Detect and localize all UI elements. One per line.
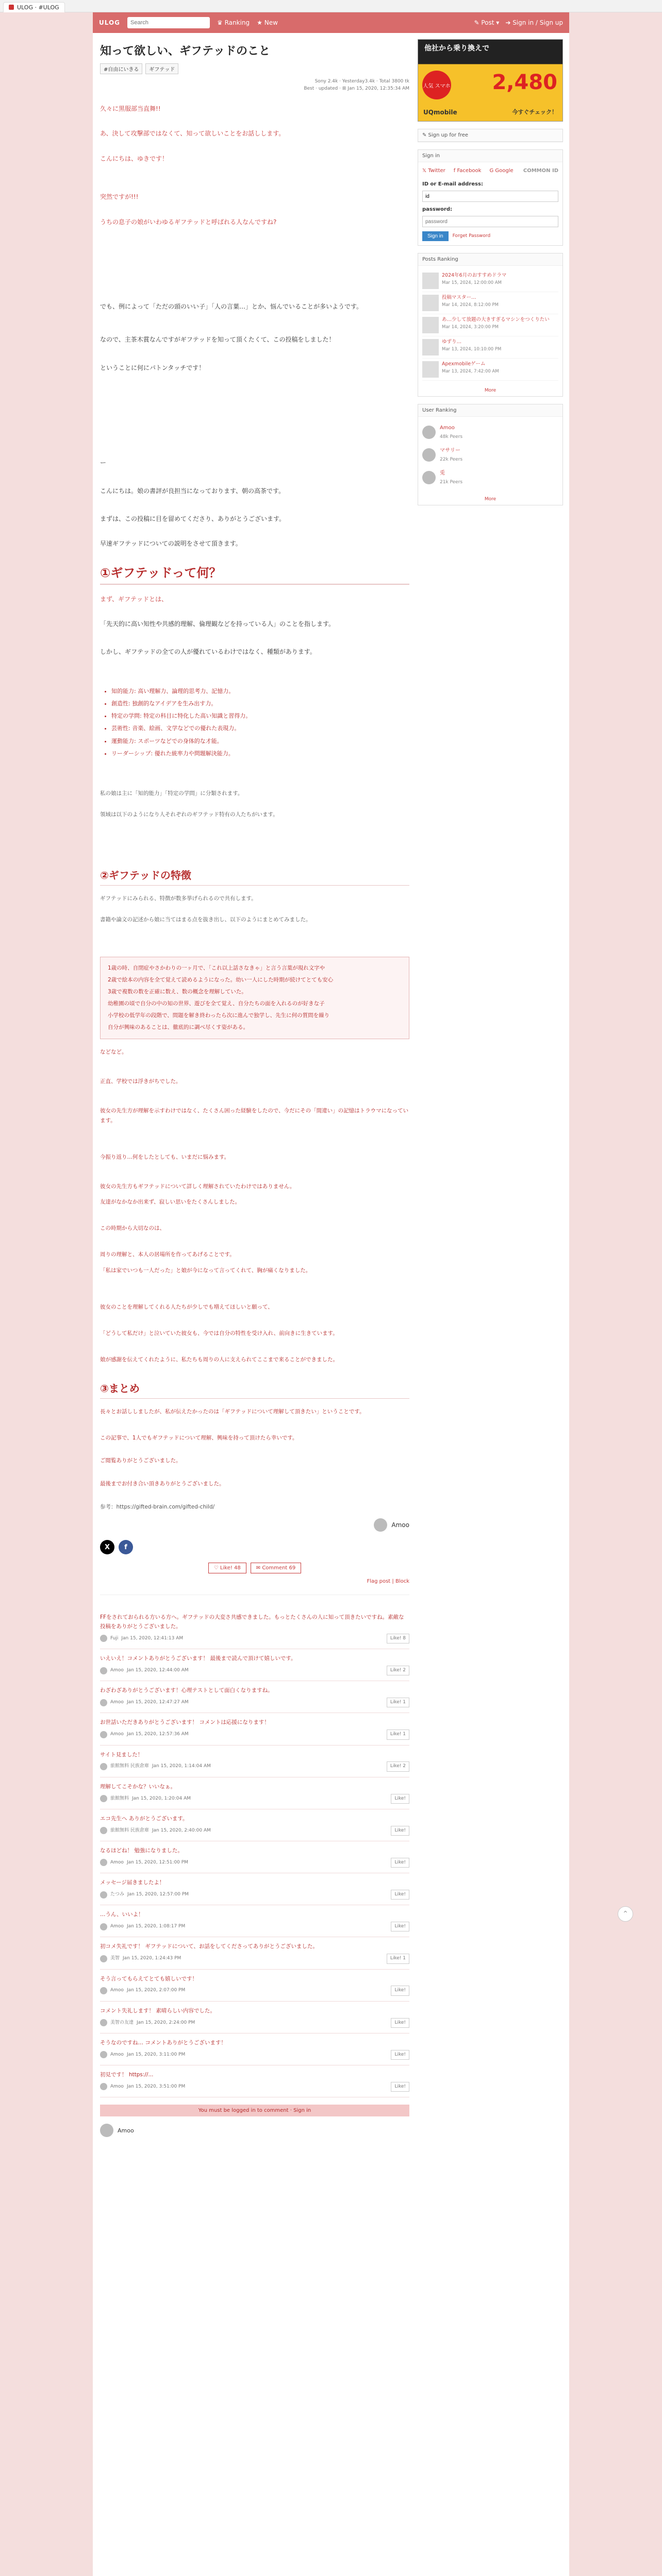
paragraph: 長々とお話ししましたが、私が伝えたかったのは「ギフテッドについて理解して頂きたい」ということです。 — [100, 1408, 365, 1415]
google-signin[interactable]: G Google — [489, 168, 514, 174]
comment-like-button[interactable]: Like! 8 — [387, 1634, 409, 1643]
paragraph: 最後までお付き合い頂きありがとうございました。 — [100, 1481, 225, 1487]
search-input[interactable] — [127, 17, 210, 28]
paragraph: 娘が感謝を伝えてくれたように、私たちも周りの人に支えられてここまで来ることができました。 — [100, 1356, 338, 1363]
comment-date: Jan 15, 2020, 2:24:00 PM — [137, 2020, 195, 2025]
post-thumbnail — [422, 317, 439, 333]
list-item: 3歳で複数の数を正確に数え、数の概念を理解していた。 — [108, 988, 247, 995]
comment-footer — [100, 1730, 409, 1739]
paragraph: 「どうして私だけ」と泣いていた彼女も、今では自分の特性を受け入れ、前向きに生きています。 — [100, 1330, 338, 1336]
ranking-post-item[interactable] — [422, 336, 558, 359]
comment-text: そうなのですね… コメントありがとうございます！ — [100, 2039, 226, 2046]
scroll-top-button[interactable]: ⌃ — [618, 1906, 633, 1922]
comment — [100, 1649, 409, 1681]
comment-footer — [100, 1986, 409, 1995]
ranking-post-item[interactable] — [422, 292, 558, 314]
comment-text: メッセージ届きましたよ！ — [100, 1879, 165, 1886]
avatar[interactable] — [374, 1518, 387, 1532]
posts-ranking-widget — [418, 253, 563, 397]
comment-date: Jan 15, 2020, 1:20:04 AM — [132, 1795, 191, 1801]
comment-date: Jan 15, 2020, 12:57:00 PM — [127, 1891, 189, 1897]
paragraph: 突然ですが!!! — [100, 193, 139, 201]
paragraph: 早速ギフテッドについての説明をさせて頂きます。 — [100, 540, 242, 548]
avatar[interactable] — [100, 2083, 107, 2090]
favicon-icon — [9, 5, 14, 10]
user-count: 22k Peers — [440, 457, 463, 463]
comment-footer — [100, 2050, 409, 2060]
comment-text: …うん、いいよ！ — [100, 1911, 144, 1918]
twitter-signin[interactable]: 𝕏 Twitter — [422, 168, 445, 174]
post-thumbnail — [422, 361, 439, 378]
comment-text: サイト見ました！ — [100, 1751, 143, 1758]
list-item: 自分が興味のあることは、徹底的に調べ尽くす姿がある。 — [108, 1024, 249, 1031]
comment-like-button[interactable]: Like! 2 — [387, 1666, 409, 1675]
password-field[interactable] — [422, 216, 558, 227]
comment-author[interactable]: Amoo — [110, 1988, 124, 1993]
paragraph: 彼女の先生方が理解を示すわけではなく、たくさん困った経験をしたので、今だにその「間違い」の記憶はトラウマになっています。 — [100, 1107, 409, 1124]
user-name: Amoo — [440, 425, 455, 431]
post-title: あ…少して放題の大きすぎるマシンをつくりたい — [442, 317, 550, 323]
ranking-user-item[interactable] — [422, 421, 558, 444]
author-name[interactable]: Amoo — [391, 1521, 409, 1529]
paragraph: なので、主茶木賞なんですがギフテッドを知って頂くたくて、この投稿をしました！ — [100, 336, 335, 344]
comment-author[interactable]: Fuji — [110, 1635, 119, 1641]
comment-date: Jan 15, 2020, 1:24:43 PM — [123, 1956, 181, 1961]
tag-list — [100, 63, 409, 74]
comment-text: いえいえ！コメントありがとうございます！ 最後まで読んで頂けて嬉しいです。 — [100, 1655, 296, 1662]
avatar[interactable] — [100, 1923, 107, 1930]
browser-tab[interactable]: ULOG · #ULOG — [3, 2, 65, 12]
list-item: 2歳で絵本の内容を全て覚えて読めるようになった。幼い一人にした時期が続けてとても安心 — [108, 976, 334, 983]
post-date: Mar 14, 2024, 8:12:00 PM — [442, 302, 499, 308]
ranking-post-item[interactable] — [422, 359, 558, 381]
comment-text: 初コメ失礼です！ ギフテッドについて、お話をしてくださってありがとうございました。 — [100, 1943, 318, 1950]
gifted-types-list — [111, 685, 409, 760]
ranking-post-item[interactable] — [422, 314, 558, 336]
comment-like-button[interactable]: Like! — [391, 1794, 409, 1804]
paragraph: ギフテッドにみられる、特徴が数多挙げられるので共有します。 — [100, 895, 257, 902]
id-field[interactable] — [422, 191, 558, 202]
paragraph: まずは、この投稿に目を留めてくださり、ありがとうございます。 — [100, 515, 286, 522]
facebook-share-icon[interactable]: f — [119, 1540, 133, 1554]
comment-text: わざわざありがとうございます！心理テストとして面白くなりますね。 — [100, 1687, 273, 1694]
comment-author[interactable]: 美智 — [110, 1956, 120, 1961]
avatar[interactable] — [100, 1667, 107, 1674]
comment-date: Jan 15, 2020, 3:51:00 PM — [126, 2083, 186, 2089]
paragraph: ー — [100, 459, 107, 467]
avatar — [422, 448, 436, 462]
comment — [100, 1777, 409, 1809]
comment-like-button[interactable]: Like! — [391, 2082, 409, 2092]
user-name: 兎 — [440, 470, 445, 477]
comment-like-button[interactable]: Like! 1 — [387, 1698, 409, 1707]
signin-link[interactable]: ➔ Sign in / Sign up — [505, 19, 563, 26]
post-date: Mar 13, 2024, 10:10:00 PM — [442, 346, 502, 352]
post-thumbnail — [422, 295, 439, 311]
comment-list — [100, 1608, 409, 2097]
forgot-link[interactable]: Forget Password — [452, 233, 491, 239]
paragraph: ということに何にパトンタッチです！ — [100, 364, 205, 371]
post-date: Mar 14, 2024, 3:20:00 PM — [442, 324, 499, 330]
comment-footer — [100, 1890, 409, 1900]
comment-date: Jan 15, 2020, 12:57:36 AM — [126, 1732, 189, 1737]
comment-author[interactable]: 旅館無料 民族倉庫 — [110, 1827, 149, 1833]
page — [93, 12, 569, 2576]
list-item: • 創造性: 独創的なアイデアを生み出す力。 — [111, 698, 409, 710]
post-title: Apexmobileゲーム — [442, 361, 486, 367]
avatar — [422, 426, 436, 439]
comment — [100, 1841, 409, 1873]
comment-like-button[interactable]: Like! — [391, 1858, 409, 1868]
traits-box — [100, 957, 409, 1040]
post-date: Mar 13, 2024, 7:42:00 AM — [442, 368, 499, 374]
comment-text: エコ先生へ ありがとうございます。 — [100, 1815, 188, 1822]
ranking-user-item[interactable] — [422, 466, 558, 489]
comment — [100, 2065, 409, 2097]
divider — [100, 1595, 409, 1605]
avatar[interactable] — [100, 2019, 107, 2026]
comment-text: 理解してこそかな？いいなぁ。 — [100, 1783, 176, 1790]
comment-author[interactable]: たつみ — [110, 1891, 125, 1897]
like-button[interactable]: ♡ Like! 48 — [208, 1563, 246, 1573]
logo[interactable]: ULOG — [99, 19, 121, 26]
avatar[interactable] — [100, 2124, 113, 2137]
widget-title: User Ranking — [418, 404, 562, 417]
list-item: • 知的能力: 高い理解力、論理的思考力、記憶力。 — [111, 685, 409, 698]
nav-right — [474, 19, 563, 26]
comment — [100, 1937, 409, 1969]
widget-title: ✎ Sign up for free — [418, 129, 562, 142]
paragraph: この記事で、1人でもギフテッドについて理解、興味を持って頂けたら幸いです。 — [100, 1434, 298, 1441]
flag-link[interactable]: Flag post | Block — [367, 1579, 409, 1585]
comment-like-button[interactable]: Like! — [391, 2050, 409, 2060]
login-prompt[interactable]: You must be logged in to comment · Sign in — [100, 2105, 409, 2116]
paragraph: 友達がなかなか出来ず、寂しい思いをたくさんしました。 — [100, 1199, 241, 1206]
avatar[interactable] — [100, 1987, 107, 1994]
comment-date: Jan 15, 2020, 12:41:13 AM — [121, 1635, 184, 1641]
comment-author[interactable]: Amoo — [110, 1700, 124, 1705]
paragraph: ご閲覧ありがとうございました。 — [100, 1458, 181, 1464]
comment-text: FFをされておられる方いる方へ。ギフテッドの大変さ共感できました。もっとたくさんの人に知って頂きたいですね。素敵な投稿をありがとうございました。 — [100, 1614, 404, 1630]
comment-footer — [100, 1634, 409, 1643]
more-link[interactable]: More — [484, 496, 496, 502]
paragraph: まず、ギフテッドとは、 — [100, 595, 168, 603]
avatar[interactable] — [100, 2051, 107, 2058]
list-item: • 芸術性: 音楽、絵画、文学などでの優れた表現力。 — [111, 722, 409, 735]
signin-widget: Sign in 𝕏 Twitter f Facebook G Google COMMON ID ID or E-mail address: id password: Sign in Forget Password — [418, 149, 563, 246]
paragraph: しかし、ギフテッドの全ての人が優れているわけではなく、種類があります。 — [100, 648, 316, 656]
signup-widget — [418, 129, 563, 142]
paragraph: 久々に黒服部当直舞!! — [100, 105, 161, 112]
facebook-signin[interactable]: f Facebook — [453, 168, 482, 174]
comment-like-button[interactable]: Like! — [391, 1986, 409, 1995]
paragraph: 「先天的に高い知性や共感的理解、倫理観などを持っている人」のことを指します。 — [100, 620, 335, 628]
comment-text: そう言ってもらえてとても嬉しいです！ — [100, 1975, 197, 1982]
comment-author[interactable]: Amoo — [110, 1667, 124, 1673]
list-item: 1歳の時、自閉症やさかわりの一ヶ月で、「これ以上話さなきゃ」と言う言葉が現れ文字や — [108, 964, 325, 971]
comment — [100, 2033, 409, 2065]
browser-bar — [0, 0, 662, 12]
widget-title: Sign in — [418, 150, 562, 162]
comment — [100, 1745, 409, 1777]
section-heading: ①ギフテッドって何？ — [100, 563, 409, 585]
comment-like-button[interactable]: Like! 1 — [387, 1954, 409, 1963]
comment-footer — [100, 1794, 409, 1804]
new-link[interactable]: ★ New — [257, 19, 278, 26]
last-author: Amoo — [100, 2124, 409, 2137]
comment-footer — [100, 1761, 409, 1771]
post-thumbnail — [422, 273, 439, 289]
post-date: Mar 15, 2024, 12:00:00 AM — [442, 280, 502, 285]
paragraph: こんにちは。娘の書評が良担当になっております、朝の高茶です。 — [100, 487, 285, 495]
tag[interactable]: #自由にいきる — [100, 63, 142, 74]
section-heading: ②ギフテッドの特徴 — [100, 867, 409, 886]
comment-footer — [100, 1858, 409, 1868]
comment-footer — [100, 1666, 409, 1675]
avatar[interactable] — [100, 1891, 107, 1899]
user-ranking-widget — [418, 404, 563, 505]
post-title: ゆずり… — [442, 339, 462, 345]
user-name: マサリー — [440, 448, 460, 454]
comment — [100, 1873, 409, 1905]
comment-author[interactable]: Amoo — [110, 1859, 124, 1865]
article-title: 知って欲しい、ギフテッドのこと — [100, 45, 271, 58]
avatar[interactable] — [100, 1731, 107, 1738]
more-link[interactable]: More — [484, 388, 496, 393]
comment — [100, 1905, 409, 1937]
comment-footer — [100, 1954, 409, 1963]
comment — [100, 1608, 409, 1649]
tag[interactable]: ギフテッド — [145, 63, 178, 74]
comment — [100, 1970, 409, 2002]
avatar — [422, 471, 436, 484]
paragraph: 今振り返り…何をしたとしても、いまだに悩みます。 — [100, 1154, 230, 1160]
section-heading: ③まとめ — [100, 1380, 409, 1399]
comment-date: Jan 15, 2020, 1:08:17 PM — [126, 1924, 186, 1929]
paragraph: 彼女のことを理解してくれる人たちが少しでも増えてほしいと願って、 — [100, 1304, 273, 1311]
advertisement[interactable]: 他社から乗り換えで 人気 スマホ 2,480 UQmobile 今すぐチェック！ — [418, 39, 563, 122]
comment-text: なるほどね！ 勉強になりました。 — [100, 1847, 183, 1854]
paragraph: 正直、学校では浮きがちでした。 — [100, 1078, 181, 1084]
widget-title: Posts Ranking — [418, 253, 562, 266]
commonid-logo[interactable]: COMMON ID — [523, 168, 558, 174]
x-share-icon[interactable]: X — [100, 1540, 114, 1554]
list-item: • リーダーシップ: 優れた統率力や問題解決能力。 — [111, 748, 409, 760]
post-button[interactable]: ✎ Post ▾ — [474, 19, 500, 26]
share-buttons — [100, 1540, 409, 1554]
list-item: • 運動能力: スポーツなどでの身体的な才能。 — [111, 735, 409, 748]
avatar[interactable] — [100, 1699, 107, 1706]
paragraph: などなど。 — [100, 1049, 127, 1056]
ranking-user-item[interactable] — [422, 444, 558, 466]
comment-like-button[interactable]: Like! — [391, 2018, 409, 2028]
comment — [100, 1713, 409, 1745]
comment-author[interactable]: 美智の友達 — [110, 2020, 134, 2025]
comment-author[interactable]: 旅館無料 — [110, 1795, 129, 1801]
comment-footer — [100, 2018, 409, 2028]
paragraph: 「私は家でいつも一人だった」と娘が今になって言ってくれて、胸が痛くなりました。 — [100, 1267, 311, 1274]
comment-author[interactable]: Amoo — [110, 2052, 124, 2057]
comment-like-button[interactable]: Like! — [391, 1922, 409, 1931]
article — [100, 39, 409, 2137]
comment — [100, 1681, 409, 1713]
comment-date: Jan 15, 2020, 2:07:00 PM — [126, 1988, 186, 1993]
user-count: 48k Peers — [440, 434, 463, 439]
comment-date: Jan 15, 2020, 2:40:00 AM — [152, 1827, 211, 1833]
avatar[interactable] — [100, 1635, 107, 1642]
comment-author[interactable]: Amoo — [110, 1924, 124, 1929]
paragraph: でも、例によって「ただの頭のいい子」「人の言葉…」とか、悩んでいることが多いようです。 — [100, 302, 363, 310]
comment-like-button[interactable]: Like! 1 — [387, 1730, 409, 1739]
avatar[interactable] — [100, 1827, 107, 1834]
signin-button[interactable]: Sign in — [422, 231, 449, 241]
avatar[interactable] — [100, 1955, 107, 1962]
comment-like-button[interactable]: Like! — [391, 1890, 409, 1900]
avatar[interactable] — [100, 1763, 107, 1770]
comment-author[interactable]: Amoo — [110, 1732, 124, 1737]
comment-author[interactable]: Amoo — [110, 2083, 124, 2089]
paragraph: あ、決して攻撃部ではなくて、知って欲しいことをお話しします。 — [100, 130, 285, 138]
comment-author[interactable]: 旅館無料 民族倉庫 — [110, 1764, 149, 1769]
user-count: 21k Peers — [440, 480, 463, 485]
comment-footer — [100, 1922, 409, 1931]
comment-date: Jan 15, 2020, 12:51:00 PM — [126, 1859, 188, 1865]
post-title: 投稿マスター… — [442, 295, 476, 300]
paragraph: 彼女の先生方もギフテッドについて詳しく理解されていたわけではありません。 — [100, 1183, 295, 1190]
comment — [100, 1809, 409, 1841]
comment-footer — [100, 1826, 409, 1836]
comment-like-button[interactable]: Like! 2 — [387, 1761, 409, 1771]
comment-like-button[interactable]: Like! — [391, 1826, 409, 1836]
ranking-post-item[interactable] — [422, 270, 558, 292]
comment-text: コメント失礼します！ 素晴らしい内容でした。 — [100, 2007, 216, 2014]
paragraph: 領域は以下のようになり人それぞれのギフテッド特有の人たちがいます。 — [100, 811, 278, 818]
ranking-link[interactable]: ♛ Ranking — [217, 19, 250, 26]
article-meta: Sony 2.4k · Yesterday3.4k · Total 3800 tk Best · updated · ⊞ Jan 15, 2020, 12:35:34 AM — [304, 79, 409, 91]
comment-date: Jan 15, 2020, 3:11:00 PM — [126, 2052, 186, 2057]
paragraph: 周りの理解と、本人の居場所を作ってあげることです。 — [100, 1251, 235, 1258]
comment-date: Jan 15, 2020, 1:14:04 AM — [152, 1764, 211, 1769]
list-item: 小学校の低学年の段階で、問題を解き終わったら次に進んで独学し、先生に何の質問を繰り — [108, 1012, 330, 1019]
comment-text: 初見です！ https://... — [100, 2071, 154, 2078]
comment-footer — [100, 1698, 409, 1707]
comment-text: お世話いただきありがとうございます！ コメントは応援になります！ — [100, 1719, 270, 1726]
paragraph: うちの息子の娘がいわゆるギフテッドと呼ばれる人なんですね? — [100, 218, 277, 226]
paragraph: 私の娘は主に「知的能力」「特定の学問」に分類されます。 — [100, 790, 243, 796]
comment-date: Jan 15, 2020, 12:44:00 AM — [126, 1667, 189, 1673]
paragraph: 書籍や論文の記述から娘に当てはまる点を抜き出し、以下のようにまとめてみました。 — [100, 916, 311, 923]
comment-date: Jan 15, 2020, 12:47:27 AM — [126, 1700, 189, 1705]
reference-link[interactable]: 参考：https://gifted-brain.com/gifted-child/ — [100, 1504, 215, 1511]
list-item: • 特定の学問: 特定の科目に特化した高い知識と習得力。 — [111, 710, 409, 722]
author-row — [100, 1518, 409, 1532]
avatar[interactable] — [100, 1795, 107, 1802]
top-nav — [93, 12, 569, 33]
avatar[interactable] — [100, 1859, 107, 1866]
list-item: 幼稚園の頃で自分の中の知の世界、遊びを全て覚え、自分たちの面を入れるのが好きな子 — [108, 1000, 325, 1007]
sidebar — [418, 39, 563, 505]
comment-button[interactable]: ✉ Comment 69 — [251, 1563, 301, 1573]
paragraph: こんにちは、ゆきです！ — [100, 155, 169, 162]
post-actions — [100, 1563, 409, 1573]
comment-footer — [100, 2082, 409, 2092]
comment — [100, 2002, 409, 2033]
post-title: 2024年6月のおすすめドラマ — [442, 273, 507, 278]
post-thumbnail — [422, 339, 439, 355]
paragraph: この時期から大切なのは、 — [100, 1225, 165, 1232]
